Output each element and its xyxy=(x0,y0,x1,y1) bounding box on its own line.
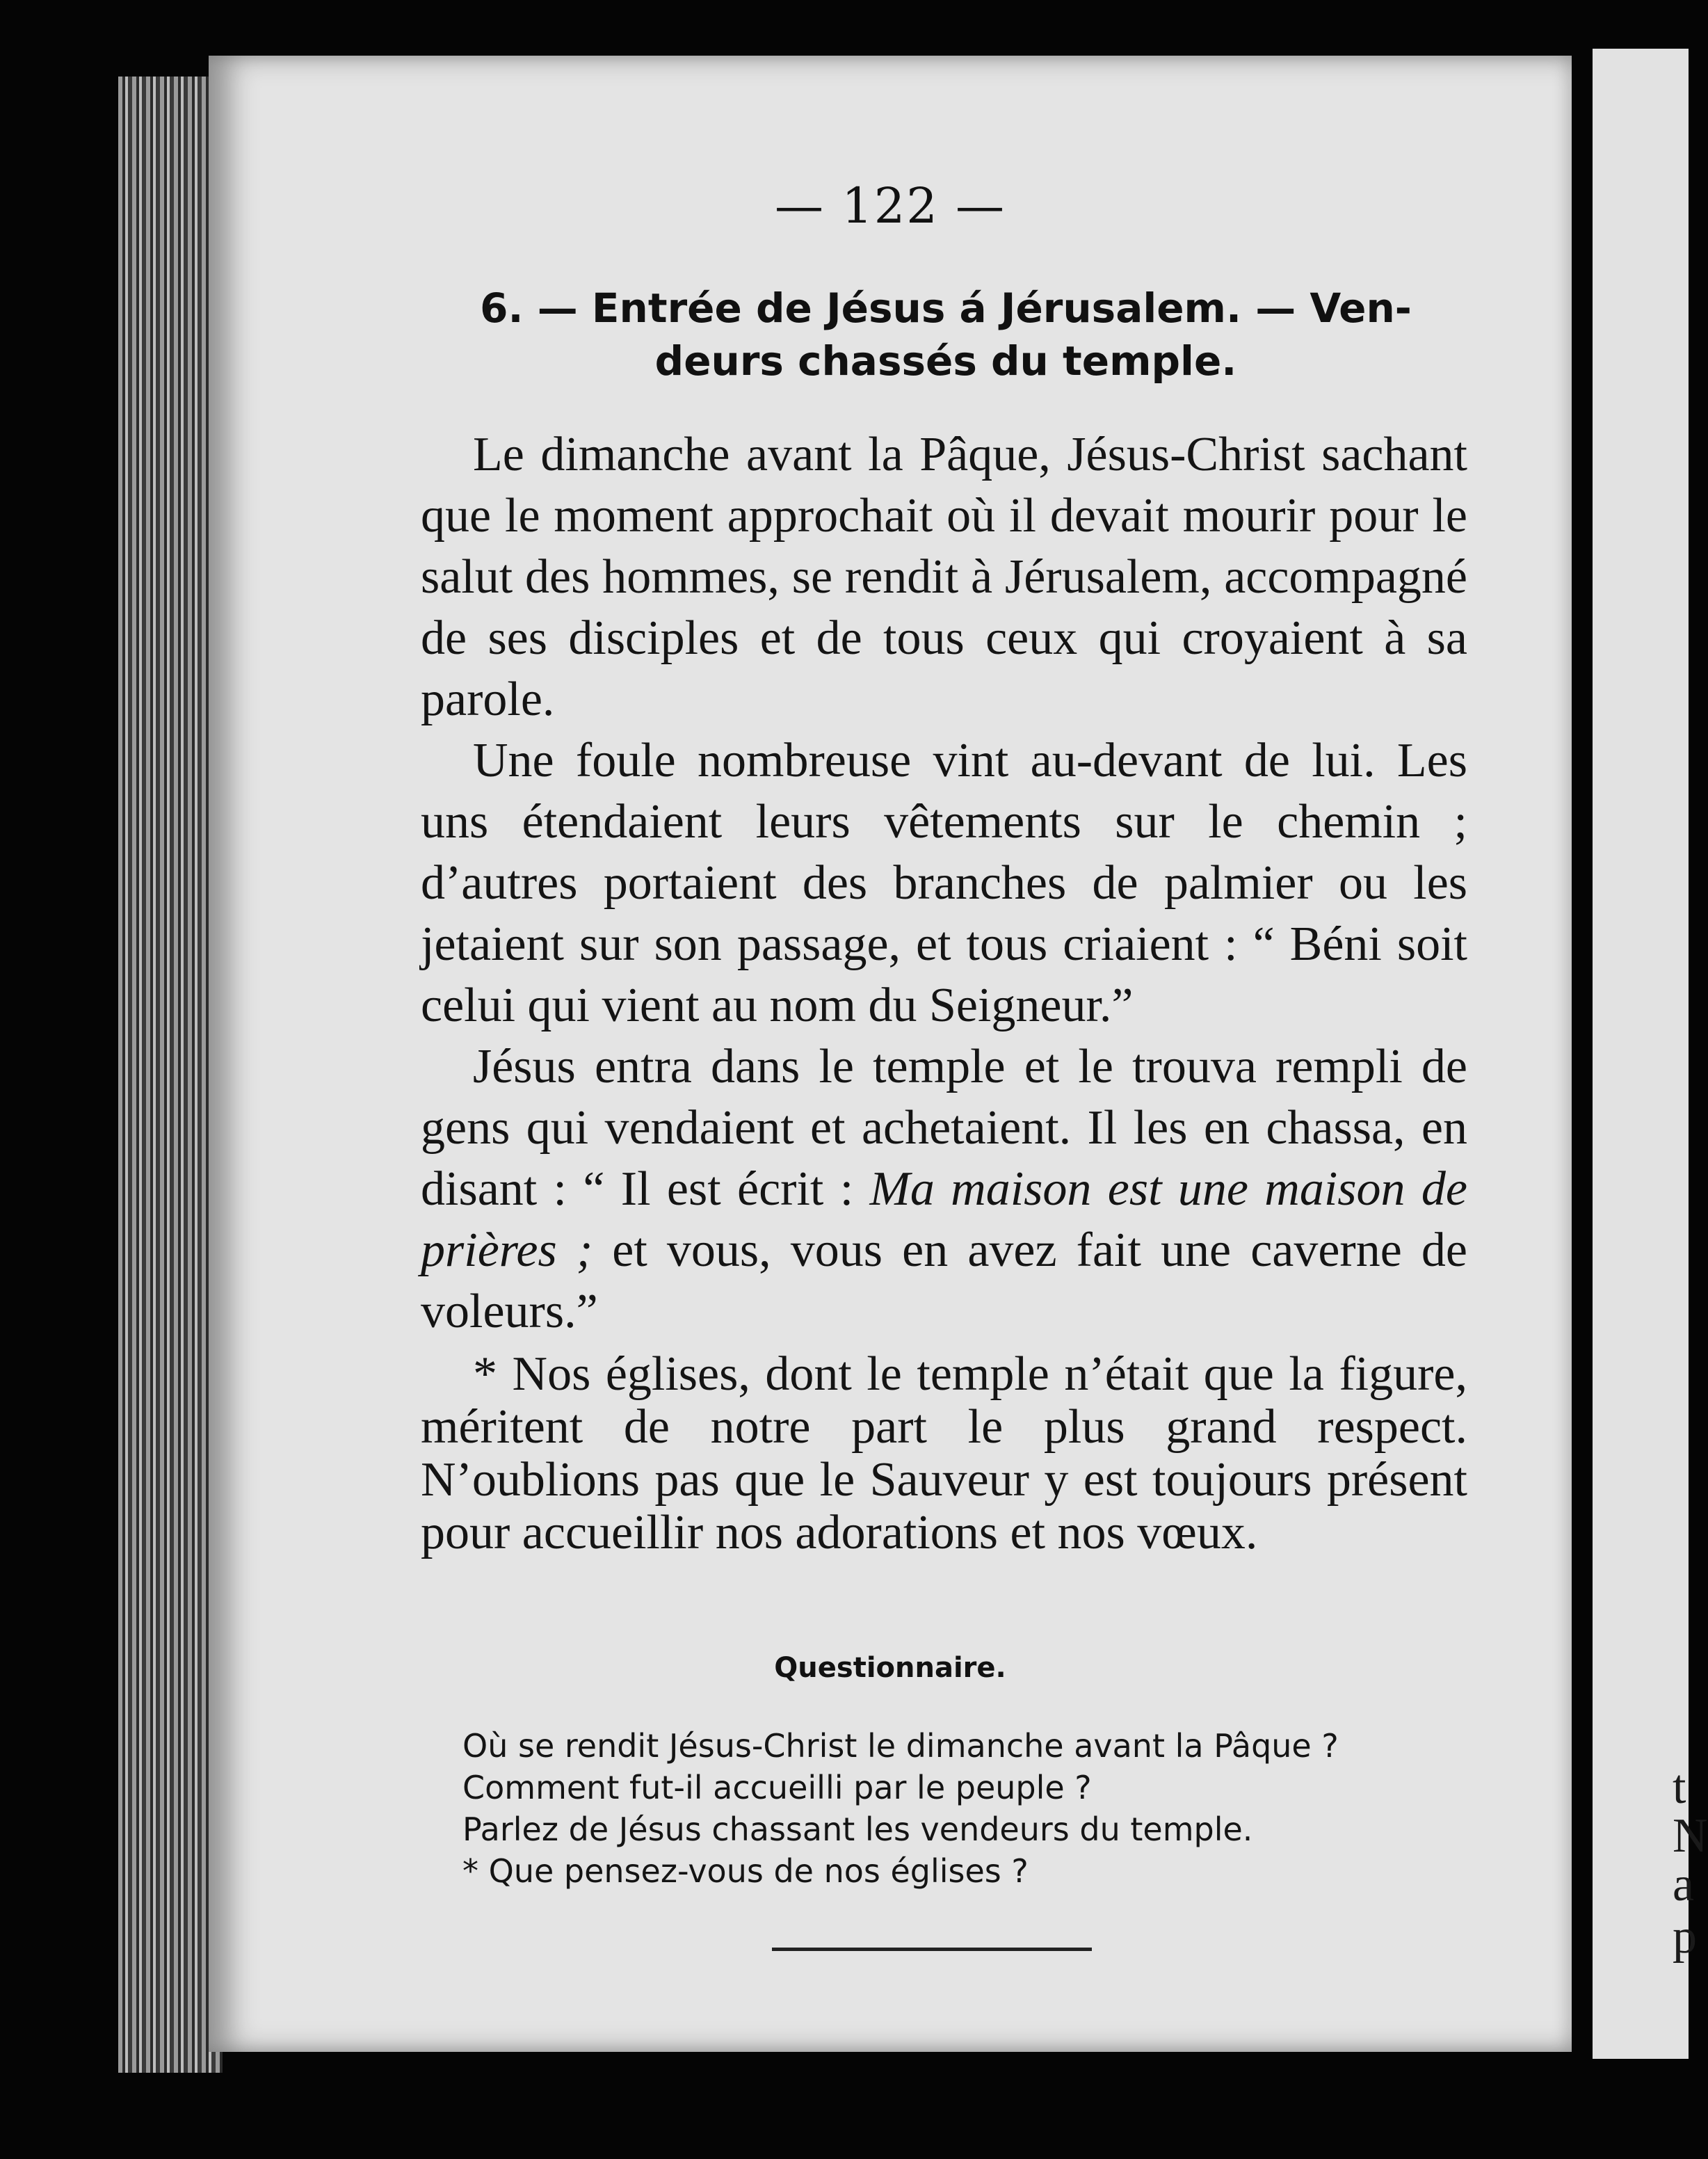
paragraph-3-quote: Ma maison est une maison de prières ; xyxy=(421,1162,1467,1277)
paragraph-3 xyxy=(421,1036,1467,1342)
facing-page-fragment: p xyxy=(1673,1910,1697,1964)
end-rule xyxy=(772,1948,1092,1951)
questionnaire-title: Questionnaire. xyxy=(774,1652,1006,1684)
paragraph-1: Le dimanche avant la Pâque, Jésus-Christ sachant que le moment approchait où il devait mourir pour le salut des hommes, se rendit à Jérusalem, accompagné de ses disciples et de tous ceux qui croyaient à sa parole. xyxy=(421,428,1467,726)
paragraph-3-text: Jésus entra dans le temple et le trouva rempli de gens qui vendaient et achetaient. Il les en chassa, en disant : “ Il est écrit : xyxy=(421,1040,1467,1216)
questionnaire-list xyxy=(462,1725,1478,1892)
question-item: * Que pensez-vous de nos églises ? xyxy=(462,1852,1029,1890)
question-item: Où se rendit Jésus-Christ le dimanche avant la Pâque ? xyxy=(462,1727,1339,1765)
chapter-heading xyxy=(417,282,1474,387)
facing-page-fragment: N xyxy=(1673,1809,1708,1863)
paragraph-2: Une foule nombreuse vint au-devant de lui. Les uns étendaient leurs vêtements sur le chemin ; d’autres portaient des branches de palmier ou les jetaient sur son passage, et tous criaient : “ Béni soit celui qui vient au nom du Seigneur.” xyxy=(421,734,1467,1032)
facing-page-fragment: a xyxy=(1673,1858,1695,1911)
page-number: — 122 — xyxy=(774,177,1006,234)
heading-line-2: deurs chassés du temple. xyxy=(654,337,1237,385)
heading-line-1: 6. — Entrée de Jésus á Jérusalem. — Ven- xyxy=(480,284,1412,332)
book-page-edges xyxy=(118,77,223,2073)
question-item: Parlez de Jésus chassant les vendeurs du temple. xyxy=(462,1811,1253,1848)
paragraph-3-text-end: et vous, vous en avez fait une caverne de voleurs.” xyxy=(421,1223,1468,1338)
facing-page xyxy=(1593,49,1689,2059)
body-text xyxy=(421,424,1467,1559)
facing-page-fragment: t xyxy=(1673,1760,1686,1814)
question-item: Comment fut-il accueilli par le peuple ? xyxy=(462,1769,1092,1806)
paragraph-4: * Nos églises, dont le temple n’était que la figure, méritent de notre part le plus grand respect. N’oublions pas que le Sauveur y est toujours présent pour accueillir nos adorations et nos vœux. xyxy=(421,1347,1467,1559)
